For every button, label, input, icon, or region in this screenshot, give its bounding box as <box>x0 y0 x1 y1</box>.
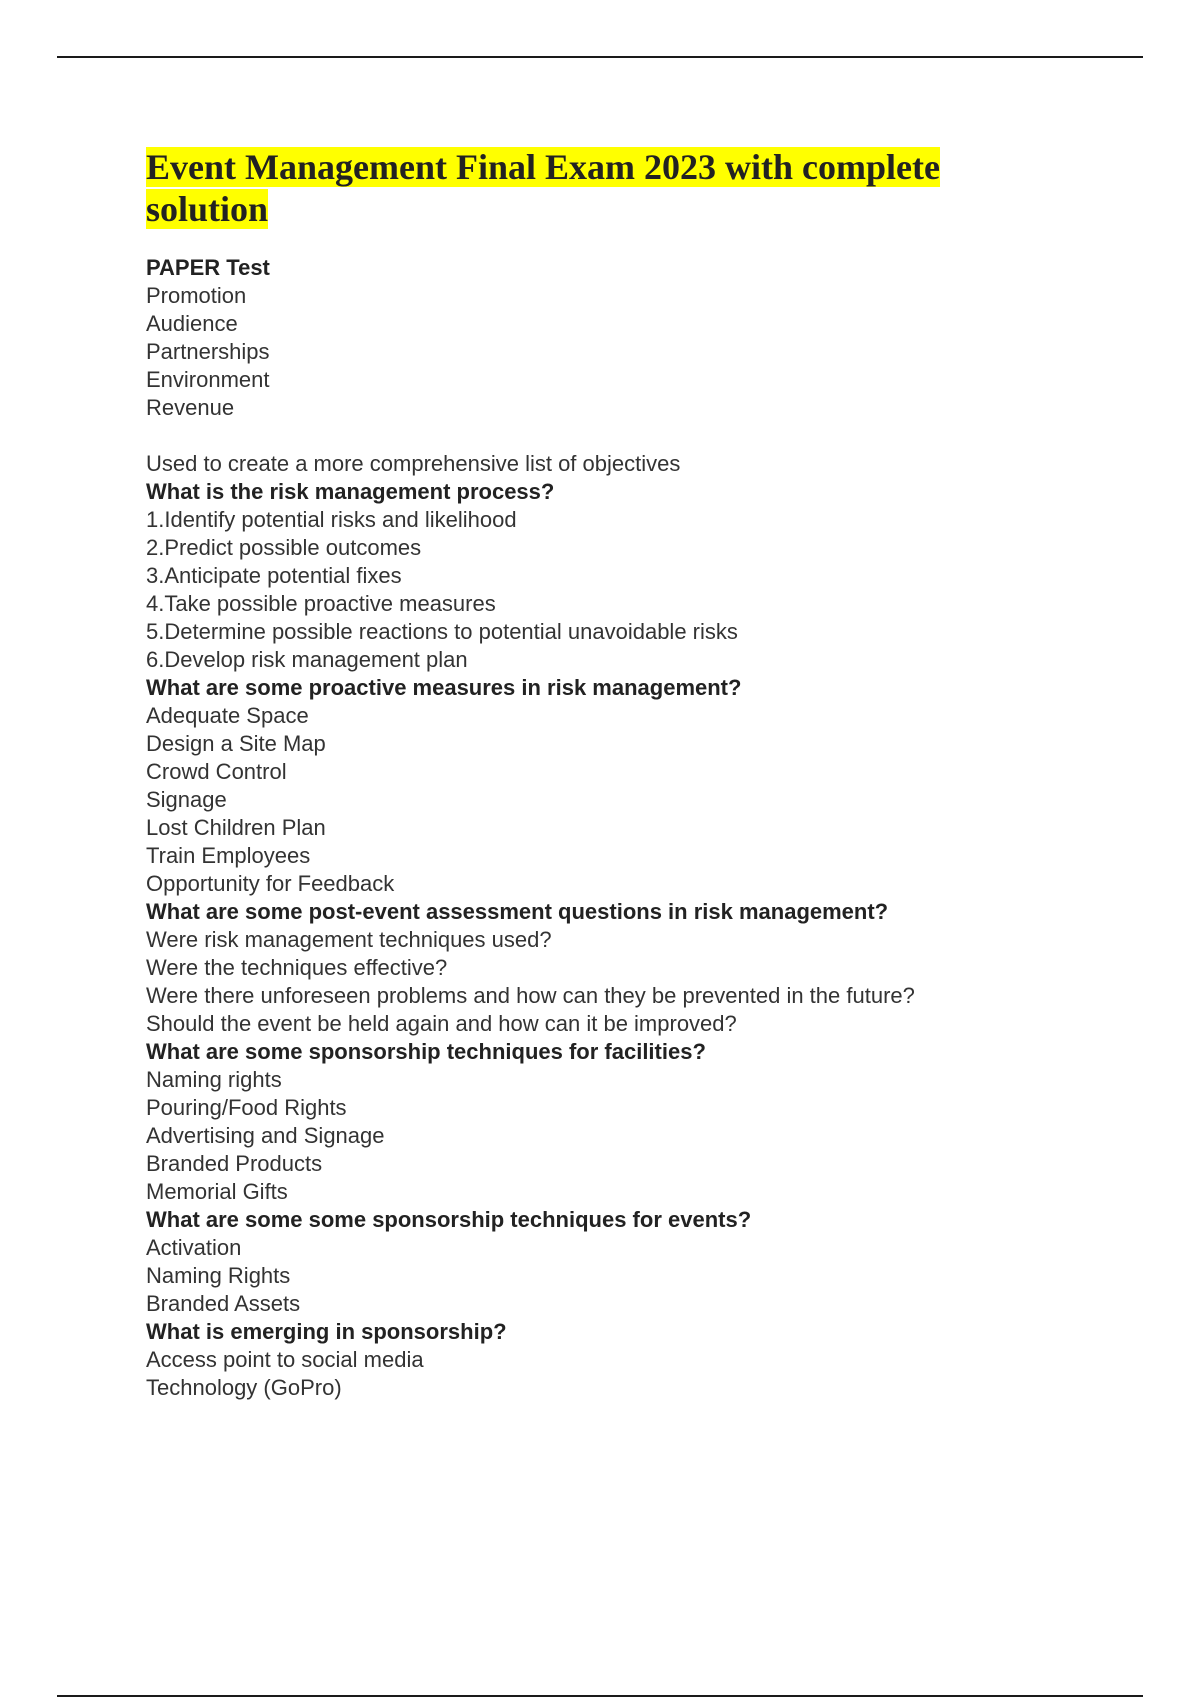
answer-line: Memorial Gifts <box>146 1179 288 1204</box>
answer-line: Pouring/Food Rights <box>146 1095 347 1120</box>
answer-line: Were there unforeseen problems and how can they be prevented in the future? <box>146 983 915 1008</box>
title-highlight: Event Management Final Exam 2023 with complete solution <box>146 147 940 229</box>
answer-line: 3.Anticipate potential fixes <box>146 563 402 588</box>
answer-line: Revenue <box>146 395 235 420</box>
answer-line: 5.Determine possible reactions to potential unavoidable risks <box>146 619 738 644</box>
answer-line: Audience <box>146 311 238 336</box>
answer-line: Branded Assets <box>146 1291 301 1316</box>
question-heading: What is emerging in sponsorship? <box>146 1319 507 1344</box>
answer-line: 2.Predict possible outcomes <box>146 535 422 560</box>
answer-line: Promotion <box>146 283 247 308</box>
answer-line: Technology (GoPro) <box>146 1375 342 1400</box>
answer-line: Were risk management techniques used? <box>146 927 552 952</box>
answer-line: Lost Children Plan <box>146 815 326 840</box>
answer-line: Partnerships <box>146 339 270 364</box>
answer-line: 4.Take possible proactive measures <box>146 591 496 616</box>
answer-line: Opportunity for Feedback <box>146 871 395 896</box>
answer-line: Signage <box>146 787 227 812</box>
top-rule <box>57 56 1143 58</box>
answer-line: Environment <box>146 367 270 392</box>
answer-line: Advertising and Signage <box>146 1123 385 1148</box>
answer-line: Naming Rights <box>146 1263 291 1288</box>
answer-line: Train Employees <box>146 843 311 868</box>
answer-line: 1.Identify potential risks and likelihood <box>146 507 517 532</box>
question-heading: What are some proactive measures in risk management? <box>146 675 742 700</box>
question-heading: What are some post-event assessment questions in risk management? <box>146 899 889 924</box>
qa-list <box>146 254 1046 1402</box>
question-heading: What are some sponsorship techniques for facilities? <box>146 1039 706 1064</box>
answer-line: Access point to social media <box>146 1347 424 1372</box>
bottom-rule <box>57 1695 1143 1697</box>
answer-line: Design a Site Map <box>146 731 326 756</box>
blank-line <box>146 422 1046 450</box>
question-heading: What are some some sponsorship techniques for events? <box>146 1207 752 1232</box>
answer-line: Adequate Space <box>146 703 309 728</box>
answer-line: Were the techniques effective? <box>146 955 448 980</box>
document-title <box>146 146 976 230</box>
answer-line: Should the event be held again and how can it be improved? <box>146 1011 737 1036</box>
answer-line: 6.Develop risk management plan <box>146 647 468 672</box>
answer-line: Activation <box>146 1235 242 1260</box>
answer-line: Branded Products <box>146 1151 323 1176</box>
answer-line: Crowd Control <box>146 759 287 784</box>
question-heading: What is the risk management process? <box>146 479 555 504</box>
question-heading: PAPER Test <box>146 255 270 280</box>
answer-line: Naming rights <box>146 1067 282 1092</box>
answer-line: Used to create a more comprehensive list of objectives <box>146 451 681 476</box>
document-body <box>146 146 1046 1402</box>
